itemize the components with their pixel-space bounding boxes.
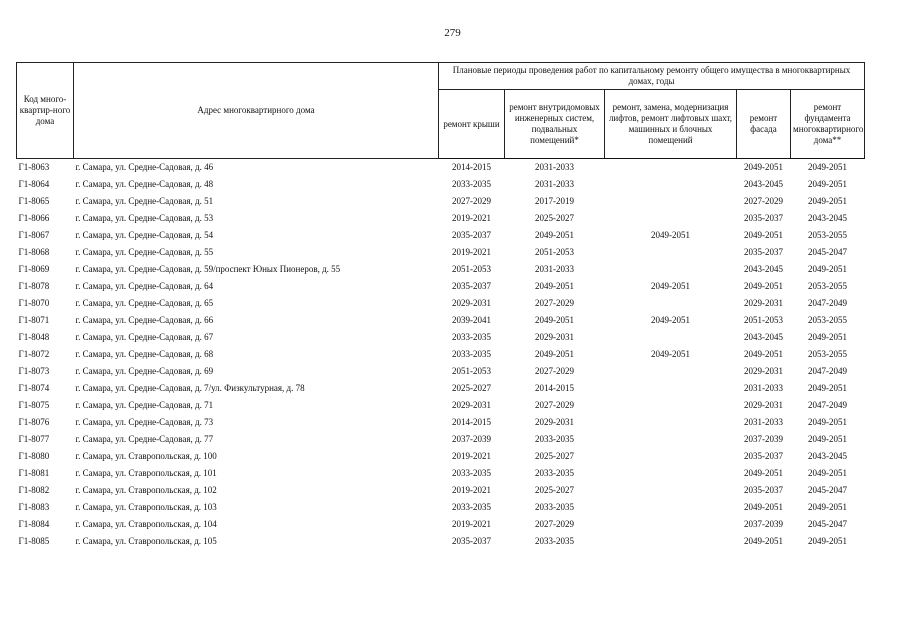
cell-engineering-period: 2033-2035 — [535, 434, 574, 444]
cell-engineering-period: 2031-2033 — [535, 264, 574, 274]
cell-address: г. Самара, ул. Средне-Садовая, д. 51 — [75, 196, 214, 206]
cell-house-code: Г1-8048 — [18, 332, 50, 342]
cell-foundation-period: 2047-2049 — [808, 400, 848, 410]
cell-elevator-period — [605, 210, 737, 227]
cell-engineering-period: 2029-2031 — [535, 417, 574, 427]
cell-foundation-period: 2053-2055 — [808, 281, 848, 291]
table-row — [17, 176, 865, 193]
cell-elevator-period: 2049-2051 — [651, 349, 690, 359]
cell-engineering-period: 2025-2027 — [535, 213, 574, 223]
cell-house-code: Г1-8071 — [18, 315, 50, 325]
cell-roof-period: 2037-2039 — [452, 434, 491, 444]
cell-facade-period: 2035-2037 — [744, 485, 783, 495]
table-row — [17, 295, 865, 312]
cell-foundation-period: 2045-2047 — [808, 519, 848, 529]
cell-address: г. Самара, ул. Средне-Садовая, д. 69 — [75, 366, 214, 376]
table-row — [17, 244, 865, 261]
cell-roof-period: 2035-2037 — [452, 230, 491, 240]
cell-house-code: Г1-8068 — [18, 247, 50, 257]
cell-house-code: Г1-8064 — [18, 179, 50, 189]
cell-engineering-period: 2027-2029 — [535, 400, 574, 410]
table-row — [17, 533, 865, 550]
cell-roof-period: 2029-2031 — [452, 400, 491, 410]
header-planned-periods: Плановые периоды проведения работ по капитальному ремонту общего имущества в многоквартирных домах, годы — [439, 63, 865, 90]
table-row — [17, 431, 865, 448]
cell-elevator-period — [605, 329, 737, 346]
cell-engineering-period: 2027-2029 — [535, 519, 574, 529]
cell-foundation-period: 2049-2051 — [808, 383, 848, 393]
cell-engineering-period: 2049-2051 — [535, 281, 574, 291]
cell-roof-period: 2033-2035 — [452, 332, 491, 342]
cell-facade-period: 2049-2051 — [744, 468, 783, 478]
cell-address: г. Самара, ул. Средне-Садовая, д. 46 — [75, 162, 214, 172]
cell-foundation-period: 2045-2047 — [808, 485, 848, 495]
cell-house-code: Г1-8077 — [18, 434, 50, 444]
cell-facade-period: 2035-2037 — [744, 213, 783, 223]
cell-address: г. Самара, ул. Средне-Садовая, д. 64 — [75, 281, 214, 291]
cell-address: г. Самара, ул. Ставропольская, д. 102 — [75, 485, 217, 495]
cell-facade-period: 2035-2037 — [744, 451, 783, 461]
cell-elevator-period — [605, 193, 737, 210]
table-row — [17, 499, 865, 516]
table-row — [17, 516, 865, 533]
cell-elevator-period — [605, 482, 737, 499]
cell-engineering-period: 2033-2035 — [535, 536, 574, 546]
cell-foundation-period: 2049-2051 — [808, 162, 848, 172]
cell-facade-period: 2043-2045 — [744, 264, 783, 274]
cell-roof-period: 2014-2015 — [452, 417, 491, 427]
cell-address: г. Самара, ул. Средне-Садовая, д. 65 — [75, 298, 214, 308]
cell-foundation-period: 2049-2051 — [808, 502, 848, 512]
cell-address: г. Самара, ул. Ставропольская, д. 100 — [75, 451, 217, 461]
cell-elevator-period — [605, 465, 737, 482]
cell-foundation-period: 2049-2051 — [808, 468, 848, 478]
cell-engineering-period: 2031-2033 — [535, 179, 574, 189]
cell-roof-period: 2025-2027 — [452, 383, 491, 393]
cell-facade-period: 2049-2051 — [744, 162, 783, 172]
cell-house-code: Г1-8067 — [18, 230, 50, 240]
cell-foundation-period: 2049-2051 — [808, 536, 848, 546]
cell-facade-period: 2031-2033 — [744, 417, 783, 427]
cell-roof-period: 2029-2031 — [452, 298, 491, 308]
cell-house-code: Г1-8065 — [18, 196, 50, 206]
cell-elevator-period — [605, 431, 737, 448]
cell-roof-period: 2051-2053 — [452, 366, 491, 376]
cell-roof-period: 2019-2021 — [452, 485, 491, 495]
cell-facade-period: 2051-2053 — [744, 315, 783, 325]
cell-house-code: Г1-8073 — [18, 366, 50, 376]
cell-address: г. Самара, ул. Средне-Садовая, д. 68 — [75, 349, 214, 359]
cell-house-code: Г1-8085 — [18, 536, 50, 546]
cell-address: г. Самара, ул. Средне-Садовая, д. 53 — [75, 213, 214, 223]
cell-foundation-period: 2045-2047 — [808, 247, 848, 257]
cell-roof-period: 2033-2035 — [452, 349, 491, 359]
cell-engineering-period: 2025-2027 — [535, 451, 574, 461]
cell-elevator-period — [605, 533, 737, 550]
cell-elevator-period: 2049-2051 — [651, 230, 690, 240]
cell-foundation-period: 2049-2051 — [808, 264, 848, 274]
cell-foundation-period: 2049-2051 — [808, 434, 848, 444]
cell-roof-period: 2039-2041 — [452, 315, 491, 325]
cell-facade-period: 2029-2031 — [744, 400, 783, 410]
cell-address: г. Самара, ул. Средне-Садовая, д. 66 — [75, 315, 214, 325]
cell-engineering-period: 2033-2035 — [535, 502, 574, 512]
cell-roof-period: 2033-2035 — [452, 502, 491, 512]
table-row — [17, 329, 865, 346]
cell-facade-period: 2037-2039 — [744, 519, 783, 529]
cell-house-code: Г1-8080 — [18, 451, 50, 461]
cell-house-code: Г1-8081 — [18, 468, 50, 478]
cell-address: г. Самара, ул. Ставропольская, д. 105 — [75, 536, 217, 546]
cell-elevator-period — [605, 261, 737, 278]
cell-roof-period: 2019-2021 — [452, 519, 491, 529]
cell-foundation-period: 2043-2045 — [808, 213, 848, 223]
cell-facade-period: 2049-2051 — [744, 502, 783, 512]
cell-foundation-period: 2043-2045 — [808, 451, 848, 461]
cell-address: г. Самара, ул. Ставропольская, д. 101 — [75, 468, 217, 478]
cell-roof-period: 2051-2053 — [452, 264, 491, 274]
cell-foundation-period: 2049-2051 — [808, 417, 848, 427]
cell-address: г. Самара, ул. Ставропольская, д. 104 — [75, 519, 217, 529]
cell-address: г. Самара, ул. Средне-Садовая, д. 71 — [75, 400, 214, 410]
cell-elevator-period — [605, 397, 737, 414]
header-house-code: Код много-квартир-ного дома — [17, 63, 74, 159]
table-row — [17, 278, 865, 295]
cell-address: г. Самара, ул. Средне-Садовая, д. 73 — [75, 417, 214, 427]
table-row — [17, 397, 865, 414]
header-address: Адрес многоквартирного дома — [74, 63, 439, 159]
cell-house-code: Г1-8078 — [18, 281, 50, 291]
cell-engineering-period: 2014-2015 — [535, 383, 574, 393]
cell-address: г. Самара, ул. Средне-Садовая, д. 67 — [75, 332, 214, 342]
cell-engineering-period: 2027-2029 — [535, 366, 574, 376]
table-row — [17, 261, 865, 278]
cell-elevator-period — [605, 380, 737, 397]
header-foundation-repair: ремонт фундамента многоквартирного дома** — [791, 90, 865, 159]
cell-facade-period: 2029-2031 — [744, 366, 783, 376]
cell-house-code: Г1-8063 — [18, 162, 50, 172]
cell-foundation-period: 2049-2051 — [808, 179, 848, 189]
cell-house-code: Г1-8072 — [18, 349, 50, 359]
cell-roof-period: 2035-2037 — [452, 281, 491, 291]
header-engineering-repair: ремонт внутридомовых инженерных систем, подвальных помещений* — [505, 90, 605, 159]
cell-engineering-period: 2027-2029 — [535, 298, 574, 308]
cell-house-code: Г1-8084 — [18, 519, 50, 529]
cell-elevator-period — [605, 295, 737, 312]
table-row — [17, 363, 865, 380]
cell-address: г. Самара, ул. Средне-Садовая, д. 54 — [75, 230, 214, 240]
cell-facade-period: 2049-2051 — [744, 536, 783, 546]
cell-facade-period: 2043-2045 — [744, 332, 783, 342]
table-row — [17, 193, 865, 210]
cell-facade-period: 2037-2039 — [744, 434, 783, 444]
cell-facade-period: 2049-2051 — [744, 281, 783, 291]
cell-house-code: Г1-8069 — [18, 264, 50, 274]
cell-elevator-period: 2049-2051 — [651, 281, 690, 291]
header-roof-repair: ремонт крыши — [439, 90, 505, 159]
cell-house-code: Г1-8074 — [18, 383, 50, 393]
cell-foundation-period: 2047-2049 — [808, 366, 848, 376]
capital-repair-table — [16, 62, 865, 550]
cell-foundation-period: 2053-2055 — [808, 349, 848, 359]
cell-roof-period: 2035-2037 — [452, 536, 491, 546]
table-row — [17, 210, 865, 227]
table-row — [17, 312, 865, 329]
cell-elevator-period — [605, 414, 737, 431]
cell-elevator-period — [605, 159, 737, 177]
cell-roof-period: 2019-2021 — [452, 451, 491, 461]
cell-address: г. Самара, ул. Средне-Садовая, д. 77 — [75, 434, 214, 444]
cell-facade-period: 2029-2031 — [744, 298, 783, 308]
cell-elevator-period — [605, 363, 737, 380]
cell-foundation-period: 2053-2055 — [808, 315, 848, 325]
cell-facade-period: 2035-2037 — [744, 247, 783, 257]
table-row — [17, 448, 865, 465]
cell-foundation-period: 2049-2051 — [808, 196, 848, 206]
cell-engineering-period: 2049-2051 — [535, 315, 574, 325]
table-row — [17, 414, 865, 431]
cell-address: г. Самара, ул. Средне-Садовая, д. 48 — [75, 179, 214, 189]
cell-elevator-period: 2049-2051 — [651, 315, 690, 325]
cell-foundation-period: 2047-2049 — [808, 298, 848, 308]
cell-facade-period: 2043-2045 — [744, 179, 783, 189]
cell-elevator-period — [605, 499, 737, 516]
cell-engineering-period: 2025-2027 — [535, 485, 574, 495]
header-elevator-repair: ремонт, замена, модернизация лифтов, ремонт лифтовых шахт, машинных и блочных помещений — [605, 90, 737, 159]
cell-roof-period: 2014-2015 — [452, 162, 491, 172]
cell-house-code: Г1-8066 — [18, 213, 50, 223]
cell-facade-period: 2027-2029 — [744, 196, 783, 206]
cell-engineering-period: 2017-2019 — [535, 196, 574, 206]
cell-engineering-period: 2049-2051 — [535, 349, 574, 359]
cell-address: г. Самара, ул. Ставропольская, д. 103 — [75, 502, 217, 512]
cell-elevator-period — [605, 176, 737, 193]
cell-house-code: Г1-8075 — [18, 400, 50, 410]
cell-elevator-period — [605, 244, 737, 261]
cell-elevator-period — [605, 516, 737, 533]
cell-address: г. Самара, ул. Средне-Садовая, д. 55 — [75, 247, 214, 257]
cell-roof-period: 2033-2035 — [452, 179, 491, 189]
cell-foundation-period: 2049-2051 — [808, 332, 848, 342]
cell-house-code: Г1-8076 — [18, 417, 50, 427]
table-row — [17, 227, 865, 244]
cell-address: г. Самара, ул. Средне-Садовая, д. 59/проспект Юных Пионеров, д. 55 — [75, 264, 341, 274]
cell-facade-period: 2031-2033 — [744, 383, 783, 393]
cell-engineering-period: 2049-2051 — [535, 230, 574, 240]
cell-roof-period: 2027-2029 — [452, 196, 491, 206]
cell-address: г. Самара, ул. Средне-Садовая, д. 7/ул. Физкультурная, д. 78 — [75, 383, 305, 393]
page-number: 279 — [444, 27, 461, 39]
table-row — [17, 465, 865, 482]
table-row — [17, 159, 865, 177]
cell-roof-period: 2033-2035 — [452, 468, 491, 478]
table-row — [17, 380, 865, 397]
cell-house-code: Г1-8082 — [18, 485, 50, 495]
cell-engineering-period: 2033-2035 — [535, 468, 574, 478]
cell-engineering-period: 2031-2033 — [535, 162, 574, 172]
cell-facade-period: 2049-2051 — [744, 349, 783, 359]
cell-house-code: Г1-8083 — [18, 502, 50, 512]
cell-roof-period: 2019-2021 — [452, 213, 491, 223]
cell-engineering-period: 2051-2053 — [535, 247, 574, 257]
cell-engineering-period: 2029-2031 — [535, 332, 574, 342]
table-row — [17, 482, 865, 499]
cell-facade-period: 2049-2051 — [744, 230, 783, 240]
header-facade-repair: ремонт фасада — [737, 90, 791, 159]
cell-elevator-period — [605, 448, 737, 465]
cell-house-code: Г1-8070 — [18, 298, 50, 308]
cell-foundation-period: 2053-2055 — [808, 230, 848, 240]
table-row — [17, 346, 865, 363]
cell-roof-period: 2019-2021 — [452, 247, 491, 257]
